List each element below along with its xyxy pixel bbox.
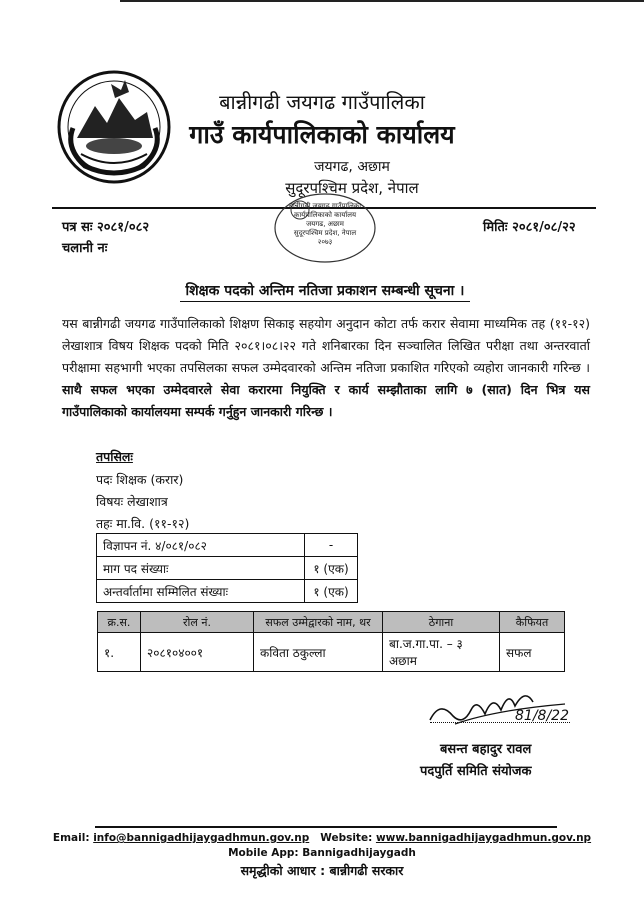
summary-value: १ (एक) [305,580,358,603]
letter-date: मितिः २०८१/०८/२२ [483,220,576,235]
notice-subject: शिक्षक पदको अन्तिम नतिजा प्रकाशन सम्बन्धी सूचना । [180,281,470,302]
footer-contact [0,832,644,844]
email-label: Email: [52,832,94,844]
summary-table [96,533,358,603]
office-name: गाउँ कार्यपालिकाको कार्यालय [189,120,455,149]
table-row [97,580,358,603]
result-table [97,611,565,672]
post-detail: पदः शिक्षक (करार) [96,472,184,487]
website-link[interactable]: www.bannigadhijaygadhmun.gov.np [375,832,592,844]
stamp-year: २०७३ [317,238,333,246]
signatory-role: पदपुर्ति समिति संयोजक [420,764,532,779]
office-stamp [270,190,380,270]
summary-value: १ (एक) [305,557,358,580]
summary-label: अन्तर्वार्तामा सम्मिलित संख्याः [97,580,305,603]
level-detail: तहः मा.वि. (११-१२) [96,516,190,531]
body-paragraph: यस बान्नीगढी जयगढ गाउँपालिकाको शिक्षण सिकाइ सहयोग अनुदान कोटा तर्फ करार सेवामा माध्यमिक तह (११-१२) लेखाशात्र विषय शिक्षक पदको मिति २०८१।०८।२२ गते शनिबारका दिन सञ्चालित लिखित परीक्षा तथा अन्तरवार्ता परीक्षामा सहभागी भएका तपसिलका सफल उम्मेदवारको अन्तिम नतिजा प्रकाशित गरिएको व्यहोरा जानकारी गरिन्छ । [62,316,590,375]
summary-label: माग पद संख्याः [97,557,305,580]
column-header: रोल नं. [141,612,254,633]
stamp-line-1: बान्नीगढी जयगढ गाउँपालिका [288,202,362,210]
mobile-app: Mobile App: Bannigadhijaygadh [228,847,416,859]
body-paragraph-bold: साथै सफल भएका उम्मेदवारले सेवा करारमा नियुक्ति र कार्य सम्झौताका लागि ७ (सात) दिन भित्र यस गाउँपालिकाको कार्यालयमा सम्पर्क गर्नुहुन जानकारी गरिन्छ । [62,382,590,419]
notice-body [62,313,590,423]
signature-date: 81/8/22 [515,708,569,724]
column-header: क्र.स. [98,612,141,633]
summary-value: - [305,534,358,557]
cell-remarks: सफल [500,633,565,672]
table-row [97,557,358,580]
summary-label: विज्ञापन नं. ४/०८१/०८२ [97,534,305,557]
stamp-line-3: जयगढ, अछाम [306,220,344,228]
cell-roll-number: २०८१०४००१ [141,633,254,672]
subject-detail: विषयः लेखाशात्र [96,494,168,509]
top-border-line [120,0,644,2]
cell-serial: १. [98,633,141,672]
stamp-line-2: कार्यपालिकाको कार्यालय [293,211,357,219]
signatory-name: बसन्त बहादुर रावल [440,742,532,757]
website-label: Website: [320,832,376,844]
office-province: सुदूरपश्चिम प्रदेश, नेपाल [285,179,419,197]
letter-number: पत्र सः २०८१/०८२ [62,220,150,235]
footer-slogan: समृद्धीको आधार : बान्नीगढी सरकार [240,863,404,878]
footer-divider [95,826,557,828]
stamp-line-4: सुदूरपश्चिम प्रदेश, नेपाल [293,229,357,237]
signature-line [430,722,570,723]
email-link[interactable]: info@bannigadhijaygadhmun.gov.np [93,832,310,844]
table-header-row [98,612,565,633]
municipality-name: बान्नीगढी जयगढ गाउँपालिका [219,90,425,114]
dispatch-number: चलानी नः [62,241,108,256]
column-header: कैफियत [500,612,565,633]
column-header: सफल उम्मेद्वारको नाम, थर [254,612,383,633]
cell-address: बा.ज.गा.पा. – ३ अछाम [383,633,500,672]
office-location: जयगढ, अछाम [314,159,390,175]
column-header: ठेगाना [383,612,500,633]
cell-candidate-name: कविता ठकुल्ला [254,633,383,672]
table-row [97,534,358,557]
table-row [98,633,565,672]
details-heading: तपसिलः [96,449,133,464]
handwritten-signature [415,680,590,732]
